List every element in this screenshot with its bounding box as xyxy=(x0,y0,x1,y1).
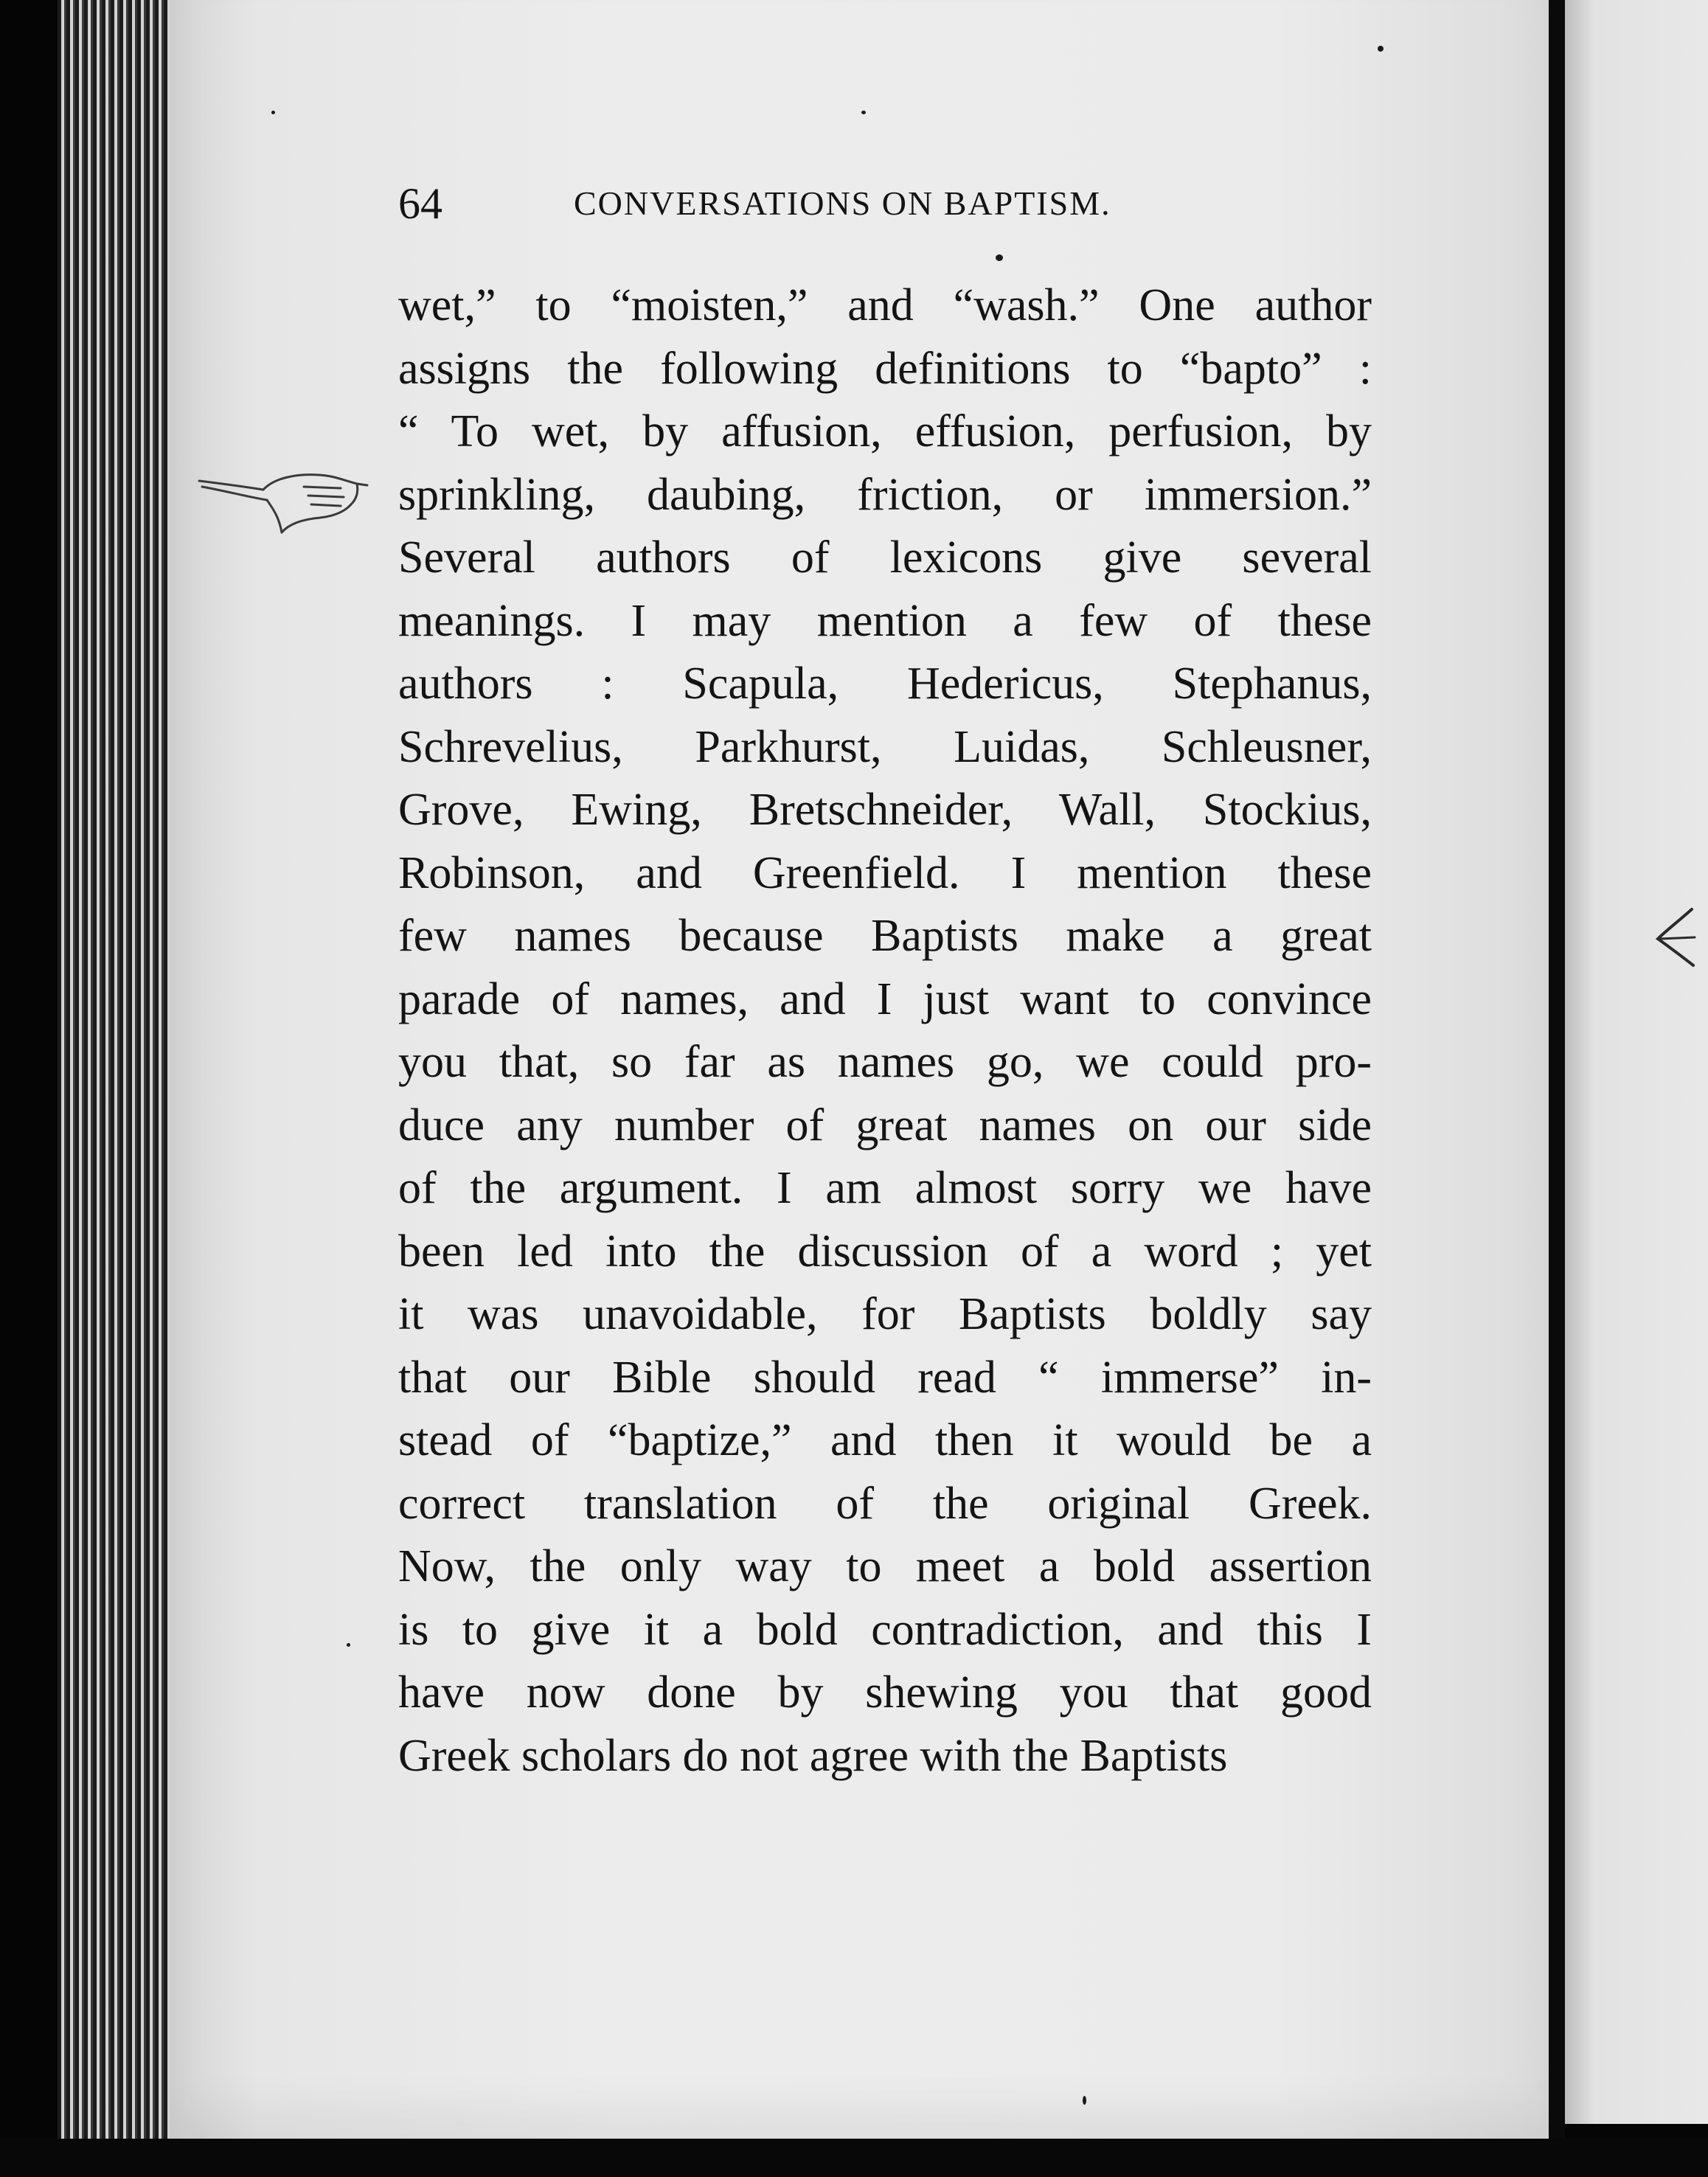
text-line: meanings. I may mention a few of these xyxy=(398,595,1372,646)
text-line: duce any number of great names on our side xyxy=(398,1100,1372,1150)
text-line: wet,” to “moisten,” and “wash.” One author xyxy=(398,280,1372,330)
text-line: Now, the only way to meet a bold assertion xyxy=(398,1541,1372,1591)
text-line: it was unavoidable, for Baptists boldly say xyxy=(398,1289,1372,1339)
scan-speck xyxy=(1378,46,1384,52)
text-line: authors : Scapula, Hedericus, Stephanus, xyxy=(398,659,1372,709)
text-line: few names because Baptists make a great xyxy=(398,911,1372,961)
text-line: Several authors of lexicons give several xyxy=(398,532,1372,583)
text-line: been led into the discussion of a word ; yet xyxy=(398,1226,1372,1277)
text-line: “ To wet, by affusion, effusion, perfusion, by xyxy=(398,406,1372,456)
text-line: Grove, Ewing, Bretschneider, Wall, Stockius, xyxy=(398,785,1372,835)
text-line: of the argument. I am almost sorry we have xyxy=(398,1163,1372,1213)
text-line: have now done by shewing you that good xyxy=(398,1667,1372,1718)
body-text xyxy=(398,274,1372,1788)
text-line: Schrevelius, Parkhurst, Luidas, Schleusner, xyxy=(398,721,1372,772)
scan-speck xyxy=(861,111,866,114)
facing-page-edge xyxy=(1565,0,1708,2124)
text-line: correct translation of the original Greek. xyxy=(398,1478,1372,1529)
scan-border xyxy=(0,2139,1708,2177)
scan-speck xyxy=(996,254,1003,261)
text-line: sprinkling, daubing, friction, or immersion.” xyxy=(398,469,1372,520)
page-number: 64 xyxy=(398,179,442,228)
text-line: you that, so far as names go, we could pro- xyxy=(398,1037,1372,1087)
scan-speck xyxy=(347,1643,350,1647)
text-line: parade of names, and I just want to convince xyxy=(398,973,1372,1024)
scan-speck xyxy=(1083,2096,1086,2105)
running-head xyxy=(398,174,1372,233)
scan-speck xyxy=(271,111,275,114)
text-line: that our Bible should read “ immerse” in- xyxy=(398,1352,1372,1403)
text-line: stead of “baptize,” and then it would be a xyxy=(398,1415,1372,1465)
text-line: Greek scholars do not agree with the Baptists xyxy=(398,1730,1228,1781)
pointing-hand-icon xyxy=(193,465,370,546)
running-title: CONVERSATIONS ON BAPTISM. xyxy=(574,184,1111,222)
text-line: Robinson, and Greenfield. I mention these xyxy=(398,847,1372,898)
gutter xyxy=(1549,0,1565,2177)
text-line: is to give it a bold contradiction, and this I xyxy=(398,1604,1372,1655)
arrow-left-icon xyxy=(1652,903,1696,970)
text-line: assigns the following definitions to “bapto” : xyxy=(398,343,1372,394)
